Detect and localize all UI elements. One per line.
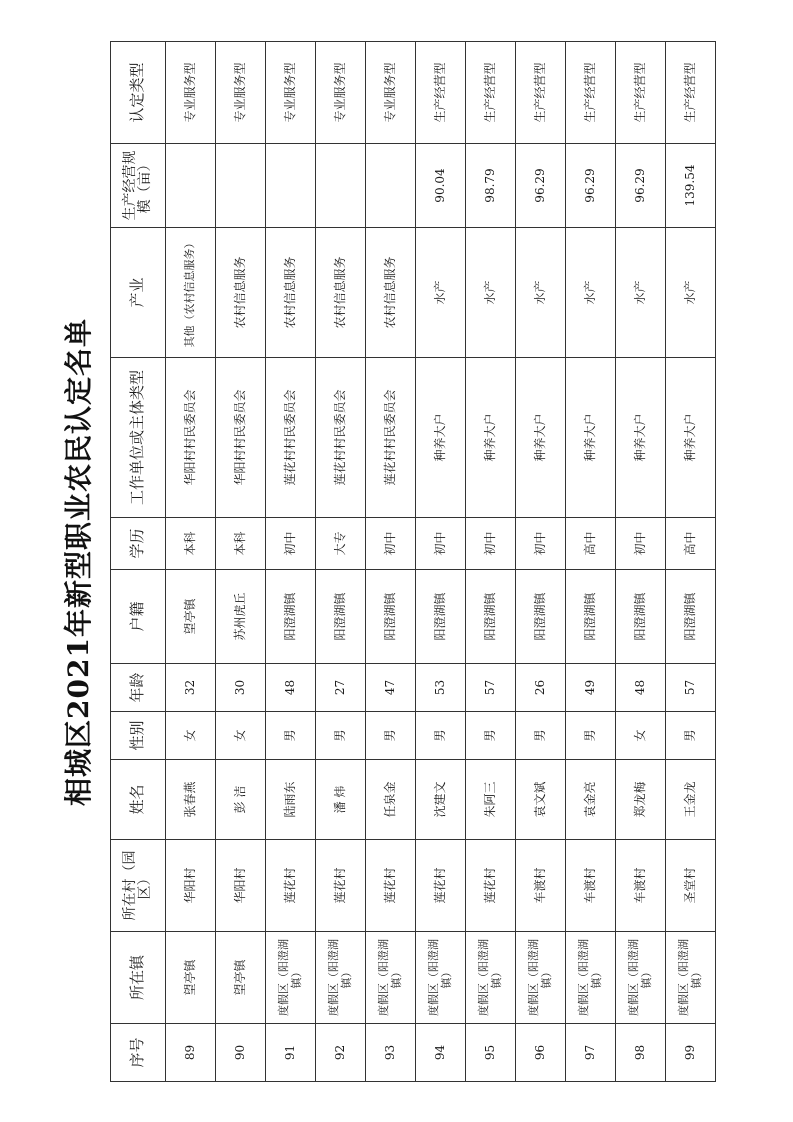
cell-scale — [266, 144, 316, 228]
cell-age: 57 — [666, 664, 716, 712]
header-gender: 性别 — [111, 712, 166, 760]
cell-employer: 莲花村村民委员会 — [366, 358, 416, 518]
cell-type: 生产经营型 — [466, 42, 516, 144]
cell-seq: 91 — [266, 1024, 316, 1082]
cell-employer: 种养大户 — [466, 358, 516, 518]
cell-education: 大专 — [316, 518, 366, 570]
cell-village: 华阳村 — [166, 840, 216, 932]
table-header-row — [111, 42, 166, 1082]
cell-hukou: 阳澄湖镇 — [516, 570, 566, 664]
header-village — [111, 840, 166, 932]
cell-gender: 男 — [666, 712, 716, 760]
cell-employer: 华阳村村民委员会 — [166, 358, 216, 518]
cell-scale — [316, 144, 366, 228]
cell-scale: 90.04 — [416, 144, 466, 228]
header-type: 认定类型 — [111, 42, 166, 144]
cell-age: 53 — [416, 664, 466, 712]
header-scale-label: 生产经营规模（亩） — [121, 150, 153, 221]
cell-seq: 89 — [166, 1024, 216, 1082]
cell-type: 专业服务型 — [366, 42, 416, 144]
table-row — [366, 42, 416, 1082]
cell-town: 度假区（阳澄湖镇） — [366, 932, 416, 1024]
cell-town: 度假区（阳澄湖镇） — [616, 932, 666, 1024]
cell-name: 张春燕 — [166, 760, 216, 840]
cell-employer: 种养大户 — [416, 358, 466, 518]
cell-town: 度假区（阳澄湖镇） — [666, 932, 716, 1024]
cell-age: 48 — [616, 664, 666, 712]
cell-name: 彭 洁 — [216, 760, 266, 840]
cell-age: 26 — [516, 664, 566, 712]
cell-education: 初中 — [466, 518, 516, 570]
cell-hukou: 望亭镇 — [166, 570, 216, 664]
cell-education: 本科 — [166, 518, 216, 570]
cell-name: 潘 炜 — [316, 760, 366, 840]
header-education: 学历 — [111, 518, 166, 570]
cell-hukou: 阳澄湖镇 — [466, 570, 516, 664]
cell-seq: 93 — [366, 1024, 416, 1082]
cell-gender: 男 — [466, 712, 516, 760]
cell-scale — [166, 144, 216, 228]
header-employer: 工作单位或主体类型 — [111, 358, 166, 518]
cell-name: 袁金亮 — [566, 760, 616, 840]
cell-industry: 农村信息服务 — [316, 228, 366, 358]
cell-name: 沈建文 — [416, 760, 466, 840]
cell-age: 57 — [466, 664, 516, 712]
cell-hukou: 阳澄湖镇 — [366, 570, 416, 664]
cell-gender: 男 — [566, 712, 616, 760]
cell-name: 郑龙梅 — [616, 760, 666, 840]
cell-gender: 女 — [166, 712, 216, 760]
cell-age: 48 — [266, 664, 316, 712]
cell-employer: 莲花村村民委员会 — [266, 358, 316, 518]
table-row — [516, 42, 566, 1082]
cell-scale: 139.54 — [666, 144, 716, 228]
cell-employer: 种养大户 — [616, 358, 666, 518]
cell-name: 陆雨东 — [266, 760, 316, 840]
header-name: 姓名 — [111, 760, 166, 840]
cell-education: 初中 — [616, 518, 666, 570]
cell-seq: 95 — [466, 1024, 516, 1082]
cell-seq: 99 — [666, 1024, 716, 1082]
cell-type: 生产经营型 — [666, 42, 716, 144]
cell-seq: 90 — [216, 1024, 266, 1082]
cell-employer: 种养大户 — [566, 358, 616, 518]
cell-gender: 男 — [266, 712, 316, 760]
cell-industry: 水产 — [416, 228, 466, 358]
cell-type: 生产经营型 — [566, 42, 616, 144]
cell-gender: 女 — [216, 712, 266, 760]
table-row — [616, 42, 666, 1082]
cell-industry: 水产 — [616, 228, 666, 358]
cell-education: 高中 — [666, 518, 716, 570]
cell-gender: 男 — [516, 712, 566, 760]
cell-age: 30 — [216, 664, 266, 712]
cell-education: 初中 — [266, 518, 316, 570]
cell-scale: 96.29 — [516, 144, 566, 228]
cell-type: 生产经营型 — [516, 42, 566, 144]
cell-scale: 96.29 — [616, 144, 666, 228]
table-row — [666, 42, 716, 1082]
cell-village: 莲花村 — [466, 840, 516, 932]
cell-hukou: 阳澄湖镇 — [416, 570, 466, 664]
cell-education: 本科 — [216, 518, 266, 570]
table-row — [216, 42, 266, 1082]
cell-employer: 华阳村村民委员会 — [216, 358, 266, 518]
cell-town: 度假区（阳澄湖镇） — [566, 932, 616, 1024]
cell-industry: 农村信息服务 — [366, 228, 416, 358]
cell-village: 莲花村 — [416, 840, 466, 932]
cell-village: 圣堂村 — [666, 840, 716, 932]
cell-gender: 男 — [366, 712, 416, 760]
cell-scale: 98.79 — [466, 144, 516, 228]
cell-type: 专业服务型 — [266, 42, 316, 144]
header-industry: 产业 — [111, 228, 166, 358]
cell-town: 度假区（阳澄湖镇） — [516, 932, 566, 1024]
cell-age: 32 — [166, 664, 216, 712]
cell-gender: 男 — [416, 712, 466, 760]
cell-type: 专业服务型 — [216, 42, 266, 144]
cell-village: 车渡村 — [566, 840, 616, 932]
cell-name: 朱阿三 — [466, 760, 516, 840]
cell-hukou: 阳澄湖镇 — [616, 570, 666, 664]
cell-employer: 种养大户 — [516, 358, 566, 518]
cell-industry: 水产 — [516, 228, 566, 358]
cell-education: 初中 — [416, 518, 466, 570]
header-age: 年龄 — [111, 664, 166, 712]
cell-education: 初中 — [366, 518, 416, 570]
cell-type: 专业服务型 — [316, 42, 366, 144]
cell-hukou: 苏州虎丘 — [216, 570, 266, 664]
cell-town: 望亭镇 — [166, 932, 216, 1024]
cell-seq: 94 — [416, 1024, 466, 1082]
cell-town: 度假区（阳澄湖镇） — [266, 932, 316, 1024]
cell-type: 生产经营型 — [616, 42, 666, 144]
cell-seq: 98 — [616, 1024, 666, 1082]
cell-scale: 96.29 — [566, 144, 616, 228]
farmer-table — [110, 41, 716, 1082]
cell-town: 度假区（阳澄湖镇） — [466, 932, 516, 1024]
table-row — [316, 42, 366, 1082]
header-scale — [111, 144, 166, 228]
table-row — [416, 42, 466, 1082]
cell-education: 高中 — [566, 518, 616, 570]
cell-town: 度假区（阳澄湖镇） — [316, 932, 366, 1024]
cell-gender: 男 — [316, 712, 366, 760]
header-town: 所在镇 — [111, 932, 166, 1024]
cell-village: 车渡村 — [616, 840, 666, 932]
cell-name: 王金龙 — [666, 760, 716, 840]
cell-name: 袁文斌 — [516, 760, 566, 840]
cell-scale — [366, 144, 416, 228]
header-village-label: 所在村（园区） — [121, 850, 153, 921]
cell-village: 华阳村 — [216, 840, 266, 932]
cell-seq: 97 — [566, 1024, 616, 1082]
table-row — [166, 42, 216, 1082]
header-hukou: 户籍 — [111, 570, 166, 664]
table-row — [266, 42, 316, 1082]
cell-scale — [216, 144, 266, 228]
cell-hukou: 阳澄湖镇 — [266, 570, 316, 664]
table-row — [466, 42, 516, 1082]
cell-village: 莲花村 — [366, 840, 416, 932]
cell-employer: 种养大户 — [666, 358, 716, 518]
header-seq: 序号 — [111, 1024, 166, 1082]
cell-village: 车渡村 — [516, 840, 566, 932]
cell-gender: 女 — [616, 712, 666, 760]
cell-name: 任泉金 — [366, 760, 416, 840]
table-row — [566, 42, 616, 1082]
page-title: 相城区2021年新型职业农民认定名单 — [62, 318, 95, 806]
cell-industry: 其他（农村信息服务） — [166, 228, 216, 358]
cell-education: 初中 — [516, 518, 566, 570]
cell-hukou: 阳澄湖镇 — [316, 570, 366, 664]
cell-hukou: 阳澄湖镇 — [666, 570, 716, 664]
cell-industry: 水产 — [566, 228, 616, 358]
cell-age: 49 — [566, 664, 616, 712]
cell-industry: 农村信息服务 — [266, 228, 316, 358]
cell-type: 专业服务型 — [166, 42, 216, 144]
cell-village: 莲花村 — [316, 840, 366, 932]
cell-age: 27 — [316, 664, 366, 712]
cell-seq: 96 — [516, 1024, 566, 1082]
cell-type: 生产经营型 — [416, 42, 466, 144]
cell-industry: 水产 — [666, 228, 716, 358]
cell-town: 度假区（阳澄湖镇） — [416, 932, 466, 1024]
cell-village: 莲花村 — [266, 840, 316, 932]
cell-age: 47 — [366, 664, 416, 712]
cell-employer: 莲花村村民委员会 — [316, 358, 366, 518]
cell-seq: 92 — [316, 1024, 366, 1082]
cell-hukou: 阳澄湖镇 — [566, 570, 616, 664]
cell-town: 望亭镇 — [216, 932, 266, 1024]
cell-industry: 农村信息服务 — [216, 228, 266, 358]
cell-industry: 水产 — [466, 228, 516, 358]
rotated-page — [50, 42, 730, 1082]
